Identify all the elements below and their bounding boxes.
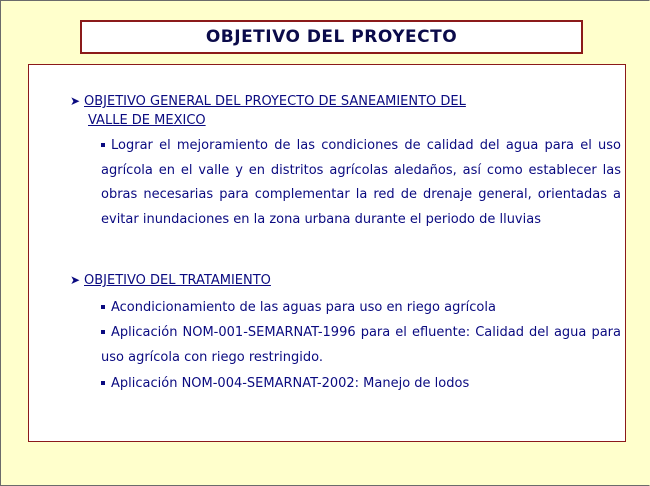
bullet-text: Aplicación NOM-001-SEMARNAT-1996 para el efluente: Calidad del agua para uso agrícola con riego restringido. [101,325,621,365]
square-bullet-icon [101,330,105,334]
section-heading-line1: OBJETIVO DEL TRATAMIENTO [84,273,271,288]
bullet-item [101,296,621,321]
section-heading-general [70,91,466,112]
square-bullet-icon [101,143,105,147]
bullet-item [101,134,621,232]
square-bullet-icon [101,305,105,309]
bullet-text: Lograr el mejoramiento de las condiciones de calidad del agua para el uso agrícola en el valle y en distritos agrícolas aledaños, así como establecer las obras necesarias para complementar la red de drenaje general, orientadas a evitar inundaciones en la zona urbana durante el periodo de lluvias [101,138,621,227]
bullet-item [101,372,621,397]
title-box [80,20,583,54]
bullet-text: Aplicación NOM-004-SEMARNAT-2002: Manejo de lodos [111,376,470,391]
section-heading-line2: VALLE DE MEXICO [88,113,206,128]
arrow-bullet-icon: ➤ [70,94,81,108]
square-bullet-icon [101,381,105,385]
section-heading-general-line2-wrap [88,111,206,131]
bullet-text: Acondicionamiento de las aguas para uso en riego agrícola [111,300,496,315]
section-heading-line1: OBJETIVO GENERAL DEL PROYECTO DE SANEAMIENTO DEL [84,94,466,109]
arrow-bullet-icon: ➤ [70,273,81,287]
page-title: OBJETIVO DEL PROYECTO [205,27,458,47]
section-heading-tratamiento [70,270,271,291]
bullet-item [101,321,621,370]
